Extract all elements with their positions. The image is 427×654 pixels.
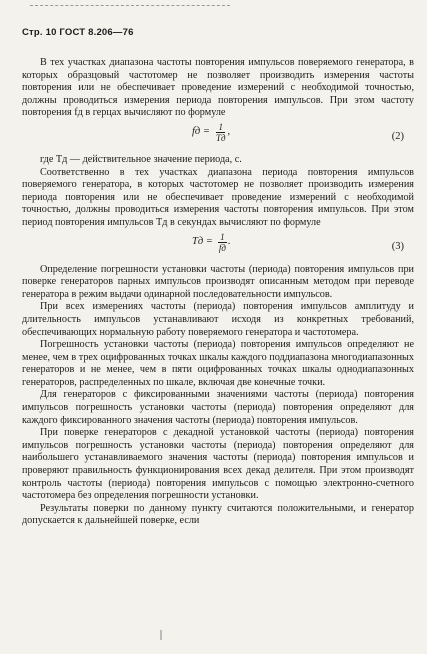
page-header: Стр. 10 ГОСТ 8.206—76 (22, 27, 134, 38)
paragraph: Соответственно в тех участках диапазона периода повторения импульсов поверяемого генератора, в которых частотомер не позволяет производить измерения периода повторения или не обеспечивает проведение измерений с необходимой точностью, должны проводиться измерения частоты повторения импульсов. При этом период повторения импульсов Tд в секундах вычисляют по формуле (22, 166, 414, 228)
formula-expression (192, 122, 230, 143)
paragraph: В тех участках диапазона частоты повторения импульсов поверяемого генератора, в которых образцовый частотомер не позволяет производить измерения частоты повторения или не обеспечивает проведение измерений с необходимой точностью, должны проводиться измерения периода повторения импульсов. При этом частоту повторения fд в герцах вычисляют по формуле (22, 57, 414, 119)
formula-number: (3) (391, 240, 404, 252)
paragraph: При всех измерениях частоты (периода) повторения импульсов амплитуду и длительность импульсов устанавливают исходя из конкретных требований, обеспечивающих нормальную работу поверяемого генератора и частотомера. (22, 301, 414, 338)
page-body (22, 57, 414, 528)
paragraph: Для генераторов с фиксированными значениями частоты (периода) повторения импульсов погрешность установки частоты (периода) повторения определяют для каждого фиксированного значения частоты (периода) повторения импульсов. (22, 389, 414, 426)
fraction-denominator: Tд (215, 132, 226, 143)
paragraph: Погрешность установки частоты (периода) повторения импульсов определяют не менее, чем в трех оцифрованных точках шкалы каждого поддиапазона многодиапазонных генераторов и не менее, чем в пяти оцифрованных точках шкалы однодиапазонных генераторов, распределенных по шкале, включая две конечные точки. (22, 339, 414, 388)
paragraph: Результаты поверки по данному пункту считаются положительными, и генератор допускается к дальнейшей поверке, если (22, 502, 414, 527)
formula-lhs: Tд = (192, 235, 213, 247)
formula-lhs: fд = (192, 126, 210, 138)
formula-number: (2) (391, 130, 404, 142)
fraction-numerator: 1 (218, 121, 223, 132)
paragraph: где Tд — действительное значение периода, с. (40, 153, 242, 165)
formula-end: . (227, 235, 231, 247)
paragraph: Определение погрешности установки частоты (периода) повторения импульсов при поверке генераторов парных импульсов производят описанным методом при переводе генератора в режим выдачи одинарной последовательности импульсов. (22, 263, 414, 300)
formula-2 (22, 122, 414, 152)
formula-end: , (227, 126, 231, 138)
top-rule (30, 5, 230, 6)
fraction (214, 122, 228, 143)
fraction-denominator: fд (218, 242, 226, 253)
formula-expression (192, 232, 231, 253)
formula-3 (22, 232, 414, 262)
paragraph: При поверке генераторов с декадной установкой частоты (периода) повторения импульсов погрешность установки частоты (периода) повторения определяют для наибольшего устанавливаемого значения частоты (периода) повторения импульсов и проверяют правильность функционирования всех декад делителя. При этом производят контроль частоты (периода) повторения импульсов с помощью электронно-счетного частотомера без определения погрешности установки. (22, 427, 414, 502)
fraction-numerator: 1 (220, 231, 225, 242)
scan-mark (160, 630, 162, 640)
fraction (217, 232, 228, 253)
